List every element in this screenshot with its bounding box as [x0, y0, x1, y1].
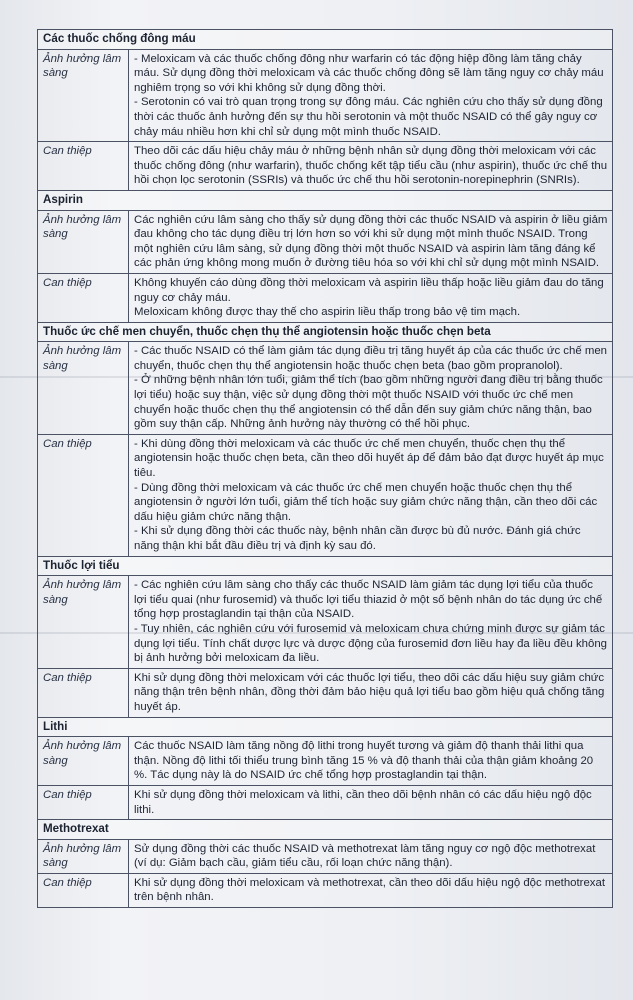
table-row [38, 342, 613, 435]
content-paragraph: Khi sử dụng đồng thời meloxicam và methotrexat, cần theo dõi dấu hiệu ngộ độc methotrexat trên bệnh nhân. [134, 876, 605, 904]
row-label: Ảnh hưởng lâm sàng [38, 737, 129, 786]
row-label: Can thiệp [38, 785, 129, 819]
content-paragraph: - Khi sử dụng đồng thời các thuốc này, bệnh nhân cần được bù đủ nước. Đánh giá chức năng thận khi bắt đầu điều trị và định kỳ sau đó. [134, 525, 581, 552]
table-row [38, 210, 613, 273]
content-paragraph: - Các nghiên cứu lâm sàng cho thấy các thuốc NSAID làm giảm tác dụng lợi tiểu của thuốc lợi tiểu quai (như furosemid) và thuốc lợi tiểu thiazid ở một số bệnh nhân do tác dụng ức chế tổng hợp prostaglandin tại thận của NSAID. [134, 579, 603, 621]
table-row [38, 839, 613, 873]
content-paragraph: - Các thuốc NSAID có thể làm giảm tác dụng điều trị tăng huyết áp của các thuốc ức chế men chuyển, thuốc chẹn thụ thể angiotensin hoặc thuốc chẹn beta (bao gồm propranolol). [134, 345, 607, 372]
row-content [129, 737, 613, 786]
table-row [38, 49, 613, 142]
row-content [129, 873, 613, 907]
section-title: Các thuốc chống đông máu [38, 30, 613, 50]
row-label: Can thiệp [38, 873, 129, 907]
row-label: Can thiệp [38, 142, 129, 191]
table-row [38, 273, 613, 322]
row-label: Ảnh hưởng lâm sàng [38, 576, 129, 669]
row-content [129, 668, 613, 717]
content-paragraph: - Serotonin có vai trò quan trọng trong sự đông máu. Các nghiên cứu cho thấy sử dụng đồng thời các thuốc ảnh hưởng đến sự thu hồi serotonin và một thuốc NSAID có thể gây nguy cơ chảy máu nhiều hơn khi chỉ sử dụng một mình thuốc NSAID. [134, 96, 603, 138]
section-header-row [38, 717, 613, 737]
drug-interaction-table [37, 29, 613, 908]
table-row [38, 668, 613, 717]
section-title: Thuốc ức chế men chuyển, thuốc chẹn thụ thể angiotensin hoặc thuốc chẹn beta [38, 322, 613, 342]
row-label: Ảnh hưởng lâm sàng [38, 839, 129, 873]
content-paragraph: - Dùng đồng thời meloxicam và các thuốc ức chế men chuyển hoặc thuốc chẹn thụ thể angiotensin ở người lớn tuổi, giảm thể tích hoặc suy giảm chức năng thận, cần theo dõi các dấu hiệu giảm chức năng thận. [134, 481, 598, 523]
row-content [129, 576, 613, 669]
content-paragraph: Các thuốc NSAID làm tăng nồng độ lithi trong huyết tương và giảm độ thanh thải lithi qua thận. Nồng độ lithi tối thiểu trung bình tăng 15 % và độ thanh thải của thận giảm khoảng 20 %. Tác dụng này là do NSAID ức chế tổng hợp prostaglandin tại thận. [134, 740, 594, 782]
section-title: Methotrexat [38, 820, 613, 840]
table-row [38, 737, 613, 786]
content-paragraph: Sử dụng đồng thời các thuốc NSAID và methotrexat làm tăng nguy cơ ngộ độc methotrexat (ví dụ: Giảm bạch cầu, giảm tiểu cầu, rối loạn chức năng thận). [134, 842, 596, 870]
section-title: Aspirin [38, 190, 613, 210]
content-paragraph: Khi sử dụng đồng thời meloxicam với các thuốc lợi tiểu, theo dõi các dấu hiệu suy giảm chức năng thận trên bệnh nhân, đồng thời đảm bảo hiệu quả lợi tiểu bao gồm hiệu quả chống tăng huyết áp. [134, 671, 605, 713]
row-label: Ảnh hưởng lâm sàng [38, 210, 129, 273]
row-content [129, 49, 613, 142]
table-row [38, 576, 613, 669]
content-paragraph: Meloxicam không được thay thế cho aspirin liều thấp trong bảo vệ tim mạch. [134, 306, 521, 319]
section-header-row [38, 322, 613, 342]
content-paragraph: Theo dõi các dấu hiệu chảy máu ở những bệnh nhân sử dụng đồng thời meloxicam với các thuốc chống đông (như warfarin), thuốc chống kết tập tiểu cầu (như aspirin), thuốc ức chế thu hồi chọn lọc serotonin (SSRIs) và thuốc ức chế thu hồi serotonin-norepinephrin (SNRIs). [134, 145, 608, 187]
content-paragraph: - Tuy nhiên, các nghiên cứu với furosemid và meloxicam chưa chứng minh được sự giảm tác dụng lợi tiểu. Tính chất dược lực và dược động của furosemid đơn liều hay đa liều đều không bị ảnh hưởng bởi meloxicam đa liều. [134, 622, 608, 665]
row-content [129, 142, 613, 191]
table-row [38, 434, 613, 556]
row-content [129, 839, 613, 873]
row-content [129, 273, 613, 322]
content-paragraph: Khi sử dụng đồng thời meloxicam và lithi, cần theo dõi bệnh nhân có các dấu hiệu ngộ độc lithi. [134, 788, 592, 816]
section-header-row [38, 190, 613, 210]
table-row [38, 142, 613, 191]
section-title: Thuốc lợi tiểu [38, 556, 613, 576]
section-title: Lithi [38, 717, 613, 737]
row-content [129, 434, 613, 556]
content-paragraph: - Khi dùng đồng thời meloxicam và các thuốc ức chế men chuyển, thuốc chẹn thụ thể angiotensin hoặc thuốc chẹn beta, cần theo dõi huyết áp để đảm bảo đạt được huyết áp mục tiêu. [134, 437, 604, 480]
content-paragraph: - Meloxicam và các thuốc chống đông như warfarin có tác động hiệp đồng làm tăng chảy máu. Sử dụng đồng thời meloxicam và các thuốc chống đông sẽ làm tăng nguy cơ chảy máu nghiêm trọng so với khi không sử dụng đồng thời. [134, 52, 604, 94]
row-content [129, 785, 613, 819]
content-paragraph: Không khuyến cáo dùng đồng thời meloxicam và aspirin liều thấp hoặc liều giảm đau do tăng nguy cơ chảy máu. [134, 276, 604, 304]
section-header-row [38, 556, 613, 576]
row-label: Ảnh hưởng lâm sàng [38, 342, 129, 435]
row-label: Can thiệp [38, 434, 129, 556]
row-label: Can thiệp [38, 273, 129, 322]
table-row [38, 785, 613, 819]
row-label: Can thiệp [38, 668, 129, 717]
row-content [129, 210, 613, 273]
content-paragraph: Các nghiên cứu lâm sàng cho thấy sử dụng đồng thời các thuốc NSAID và aspirin ở liều giảm đau không cho tác dụng điều trị lớn hơn so với khi sử dụng một mình thuốc NSAID. Trong một nghiên cứu lâm sàng, sử dụng đồng thời một thuốc NSAID và aspirin làm tăng đáng kể các phản ứng không mong muốn ở đường tiêu hóa so với khi chỉ sử dụng một mình NSAID. [134, 213, 608, 270]
section-header-row [38, 30, 613, 50]
content-paragraph: - Ở những bệnh nhân lớn tuổi, giảm thể tích (bao gồm những người đang điều trị bằng thuốc lợi tiểu) hoặc suy thận, việc sử dụng đồng thời một thuốc NSAID với thuốc ức chế men chuyển hoặc thuốc chẹn thụ thể angiotensin có thể dẫn đến suy giảm chức năng thận, bao gồm suy thận cấp. Những ảnh hưởng này thường có thể hồi phục. [134, 374, 603, 431]
row-content [129, 342, 613, 435]
row-label: Ảnh hưởng lâm sàng [38, 49, 129, 142]
section-header-row [38, 820, 613, 840]
table-row [38, 873, 613, 907]
